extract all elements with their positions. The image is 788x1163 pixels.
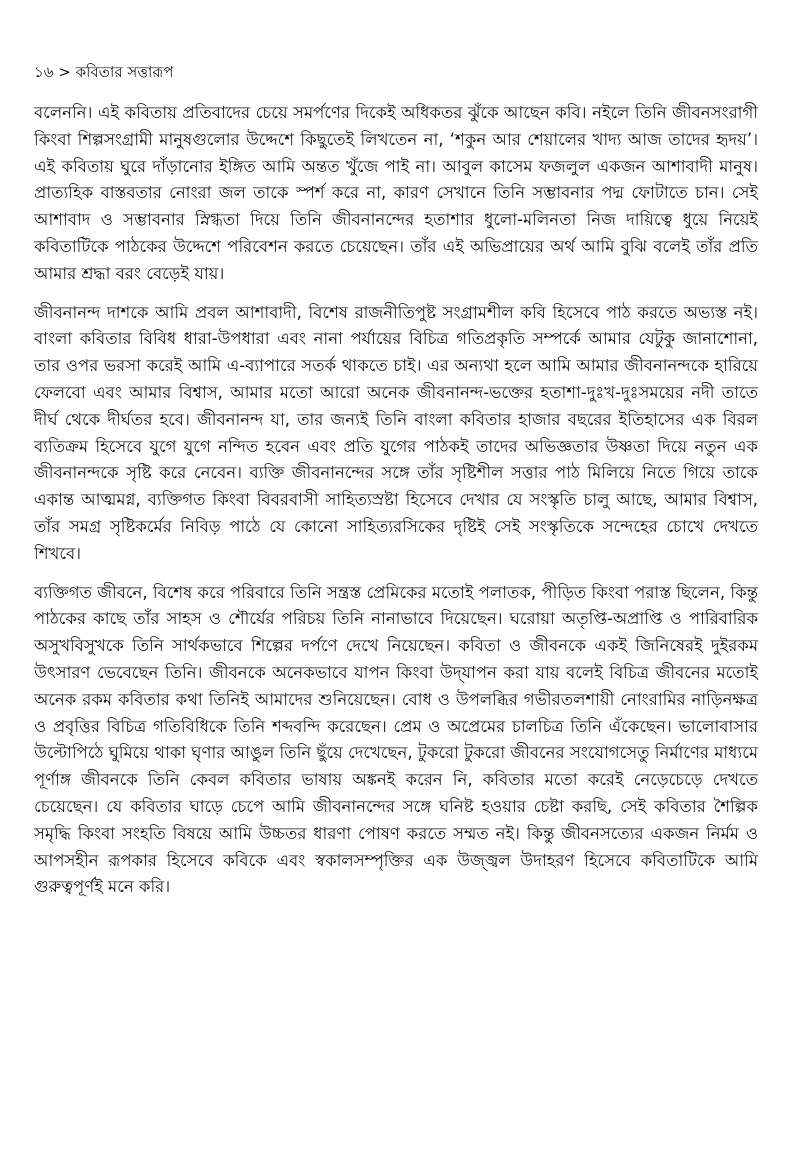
page-number: ১৬	[34, 63, 54, 81]
header-separator: >	[58, 63, 71, 81]
paragraph-3: ব্যক্তিগত জীবনে, বিশেষ করে পরিবারে তিনি সন্ত্রস্ত প্রেমিকের মতোই পলাতক, পীড়িত কিংবা পরাস্ত ছিলেন, কিন্তু পাঠকের কাছে তাঁর সাহস ও শৌর্যের পরিচয় তিনি নানাভাবে দিয়েছেন। ঘরোয়া অতৃপ্তি-অপ্রাপ্তি ও পারিবারিক অসুখবিসুখকে তিনি সার্থকভাবে শিল্পের দর্পণে দেখে নিয়েছেন। কবিতা ও জীবনকে একই জিনিষেরই দুইরকম উৎসারণ ভেবেছেন তিনি। জীবনকে অনেকভাবে যাপন কিংবা উদ্‌যাপন করা যায় বলেই বিচিত্র জীবনের মতোই অনেক রকম কবিতার কথা তিনিই আমাদের শুনিয়েছেন। বোধ ও উপলব্ধির গভীরতলশায়ী নোংরামির নাড়িনক্ষত্র ও প্রবৃত্তির বিচিত্র গতিবিধিকে তিনি শব্দবন্দি করেছেন। প্রেম ও অপ্রেমের চালচিত্র তিনি এঁকেছেন। ভালোবাসার উল্টোপিঠে ঘুমিয়ে থাকা ঘৃণার আঙুল তিনি ছুঁয়ে দেখেছেন, টুকরো টুকরো জীবনের সংযোগসেতু নির্মাণের মাধ্যমে পূর্ণাঙ্গ জীবনকে তিনি কেবল কবিতার ভাষায় অঙ্কনই করেন নি, কবিতার মতো করেই নেড়েচেড়ে দেখতে চেয়েছেন। যে কবিতার ঘাড়ে চেপে আমি জীবনানন্দের সঙ্গে ঘনিষ্ট হওয়ার চেষ্টা করছি, সেই কবিতার শৈল্পিক সমৃদ্ধি কিংবা সংহতি বিষয়ে আমি উচ্চতর ধারণা পোষণ করতে সম্মত নই। কিন্তু জীবনসত্যের একজন নির্মম ও আপসহীন রূপকার হিসেবে কবিকে এবং স্বকালসম্পৃক্তির এক উজ্জ্বল উদাহরণ হিসেবে কবিতাটিকে আমি গুরুত্বপূর্ণই মনে করি।	[34, 582, 758, 897]
body-text	[34, 100, 758, 913]
book-title: কবিতার সত্তারূপ	[75, 63, 174, 81]
page-header	[34, 62, 174, 82]
paragraph-1: বলেননি। এই কবিতায় প্রতিবাদের চেয়ে সমর্পণের দিকেই অধিকতর ঝুঁকে আছেন কবি। নইলে তিনি জীবনসংরাগী কিংবা শিল্পসংগ্রামী মানুষগুলোর উদ্দেশে কিছুতেই লিখতেন না, ‘শকুন আর শেয়ালের খাদ্য আজ তাদের হৃদয়’। এই কবিতায় ঘুরে দাঁড়ানোর ইঙ্গিত আমি অন্তত খুঁজে পাই না। আবুল কাসেম ফজলুল একজন আশাবাদী মানুষ। প্রাত্যহিক বাস্তবতার নোংরা জল তাকে স্পর্শ করে না, কারণ সেখানে তিনি সম্ভাবনার পদ্ম ফোটাতে চান। সেই আশাবাদ ও সম্ভাবনার স্নিগ্ধতা দিয়ে তিনি জীবনানন্দের হতাশার ধুলো-মলিনতা নিজ দায়িত্বে ধুয়ে নিয়েই কবিতাটিকে পাঠকের উদ্দেশে পরিবেশন করতে চেয়েছেন। তাঁর এই অভিপ্রায়ের অর্থ আমি বুঝি বলেই তাঁর প্রতি আমার শ্রদ্ধা বরং বেড়েই যায়।	[34, 103, 758, 283]
paragraph-2: জীবনানন্দ দাশকে আমি প্রবল আশাবাদী, বিশেষ রাজনীতিপুষ্ট সংগ্রামশীল কবি হিসেবে পাঠ করতে অভ্যস্ত নই। বাংলা কবিতার বিবিধ ধারা-উপধারা এবং নানা পর্যায়ের বিচিত্র গতিপ্রকৃতি সম্পর্কে আমার যেটুকু জানাশোনা, তার ওপর ভরসা করেই আমি এ-ব্যাপারে সতর্ক থাকতে চাই। এর অন্যথা হলে আমি আমার জীবনানন্দকে হারিয়ে ফেলবো এবং আমার বিশ্বাস, আমার মতো আরো অনেক জীবনানন্দ-ভক্তের হতাশা-দুঃখ-দুঃসময়ের নদী তাতে দীর্ঘ থেকে দীর্ঘতর হবে। জীবনানন্দ যা, তার জন্যই তিনি বাংলা কবিতার হাজার বছরের ইতিহাসের এক বিরল ব্যতিক্রম হিসেবে যুগে যুগে নন্দিত হবেন এবং প্রতি যুগের পাঠকই তাদের অভিজ্ঞতার উষ্ণতা দিয়ে নতুন এক জীবনানন্দকে সৃষ্টি করে নেবেন। ব্যক্তি জীবনানন্দের সঙ্গে তাঁর সৃষ্টিশীল সত্তার পাঠ মিলিয়ে নিতে গিয়ে তাকে একান্ত আত্মমগ্ন, ব্যক্তিগত কিংবা বিবরবাসী সাহিত্যস্রষ্টা হিসেবে দেখার যে সংস্কৃতি চালু আছে, আমার বিশ্বাস, তাঁর সমগ্র সৃষ্টিকর্মের নিবিড় পাঠে যে কোনো সাহিত্যরসিকের দৃষ্টিই সেই সংস্কৃতিকে সন্দেহের চোখে দেখতে শিখবে।	[34, 302, 758, 563]
